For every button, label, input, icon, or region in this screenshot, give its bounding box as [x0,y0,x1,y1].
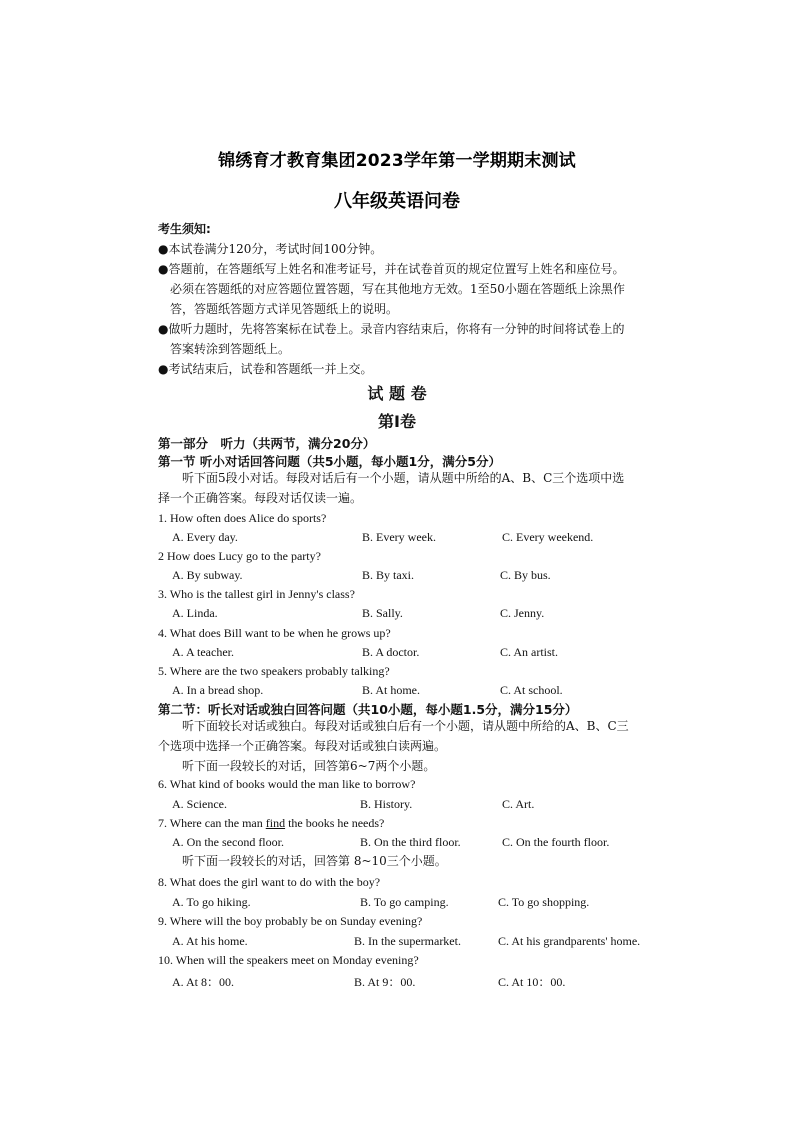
q1-option-a: A. Every day. [172,530,238,544]
notice-item-2b: 必须在答题纸的对应答题位置答题，写在其他地方无效。1至50小题在答题纸上涂黑作 [170,282,625,296]
q2-option-b: B. By taxi. [362,568,415,582]
question-8: 8. What does the girl want to do with the boy? [158,875,381,889]
q3-option-c: C. Jenny. [500,606,545,620]
section1-instructions [158,468,658,508]
section2-instructions [158,716,658,776]
q7-option-a: A. On the second floor. [172,835,284,849]
question-4: 4. What does Bill want to be when he grows up? [158,626,391,640]
section2-instr-line-4: 听下面一段较长的对话，回答第 8~10三个小题。 [182,854,447,868]
question-9: 9. Where will the boy probably be on Sunday evening? [158,914,423,928]
notice-block [158,219,658,379]
part1-title: 第一部分 听力（共两节，满分20分） [158,436,376,451]
section1-instr-line-2: 择一个正确答案。每段对话仅读一遍。 [158,491,363,505]
q3-option-b: B. Sally. [362,606,403,620]
q5-option-c: C. At school. [500,683,563,697]
q7-option-c: C. On the fourth floor. [502,835,610,849]
q5-option-a: A. In a bread shop. [172,683,264,697]
section2-instr-line-1: 听下面较长对话或独白。每段对话或独白后有一个小题，请从题中所给的A、B、C三 [182,719,629,733]
q8-option-b: B. To go camping. [360,895,449,909]
q3-option-a: A. Linda. [172,606,218,620]
q10-option-b: B. At 9：00. [354,975,416,989]
q4-option-b: B. A doctor. [362,645,420,659]
q8-option-c: C. To go shopping. [498,895,590,909]
question-1: 1. How often does Alice do sports? [158,511,327,525]
q9-option-c: C. At his grandparents' home. [498,934,641,948]
exam-title: 锦绣育才教育集团2023学年第一学期期末测试 [218,151,576,171]
section2-title: 第二节：听长对话或独白回答问题（共10小题，每小题1.5分，满分15分） [158,702,578,717]
q7-option-b: B. On the third floor. [360,835,461,849]
section2-instr-line-4-wrap [158,851,658,871]
q7-underlined-word: find [265,816,286,830]
exam-subtitle: 八年级英语问卷 [334,191,460,212]
volume-heading: 第Ⅰ卷 [378,412,416,431]
q4-option-c: C. An artist. [500,645,559,659]
section1-title: 第一节 听小对话回答问题（共5小题，每小题1分，满分5分） [158,454,501,469]
notice-item-3a: ●做听力题时，先将答案标在试卷上。录音内容结束后，你将有一分钟的时间将试卷上的 [158,322,625,336]
q6-option-b: B. History. [360,797,413,811]
q6-option-c: C. Art. [502,797,535,811]
question-6: 6. What kind of books would the man like to borrow? [158,777,416,791]
q5-option-b: B. At home. [362,683,421,697]
q1-option-c: C. Every weekend. [502,530,594,544]
q4-option-a: A. A teacher. [172,645,234,659]
notice-heading: 考生须知: [158,222,211,236]
notice-item-4: ●考试结束后，试卷和答题纸一并上交。 [158,362,373,376]
question-2: 2 How does Lucy go to the party? [158,549,321,563]
q2-option-a: A. By subway. [172,568,243,582]
question-3: 3. Who is the tallest girl in Jenny's class? [158,587,355,601]
notice-item-3b: 答案转涂到答题纸上。 [170,342,291,356]
q9-option-b: B. In the supermarket. [354,934,461,948]
q7-text-pre: 7. Where can the man [158,816,266,830]
q9-option-a: A. At his home. [172,934,248,948]
q1-option-b: B. Every week. [362,530,436,544]
q2-option-c: C. By bus. [500,568,551,582]
notice-item-1: ●本试卷满分120分，考试时间100分钟。 [158,242,383,256]
section2-instr-line-3: 听下面一段较长的对话，回答第6~7两个小题。 [182,759,436,773]
notice-item-2a: ●答题前，在答题纸写上姓名和准考证号，并在试卷首页的规定位置写上姓名和座位号。 [158,262,625,276]
q8-option-a: A. To go hiking. [172,895,251,909]
q7-text-post: the books he needs? [285,816,385,830]
section1-instr-line-1: 听下面5段小对话。每段对话后有一个小题，请从题中所给的A、B、C三个选项中选 [182,471,625,485]
question-10: 10. When will the speakers meet on Monday evening? [158,953,419,967]
question-7 [158,816,384,831]
notice-item-2c: 答，答题纸答题方式详见答题纸上的说明。 [170,302,399,316]
q6-option-a: A. Science. [172,797,227,811]
question-5: 5. Where are the two speakers probably talking? [158,664,390,678]
paper-heading: 试 题 卷 [367,384,427,403]
q10-option-a: A. At 8：00. [172,975,235,989]
q10-option-c: C. At 10：00. [498,975,566,989]
section2-instr-line-2: 个选项中选择一个正确答案。每段对话或独白读两遍。 [158,739,447,753]
